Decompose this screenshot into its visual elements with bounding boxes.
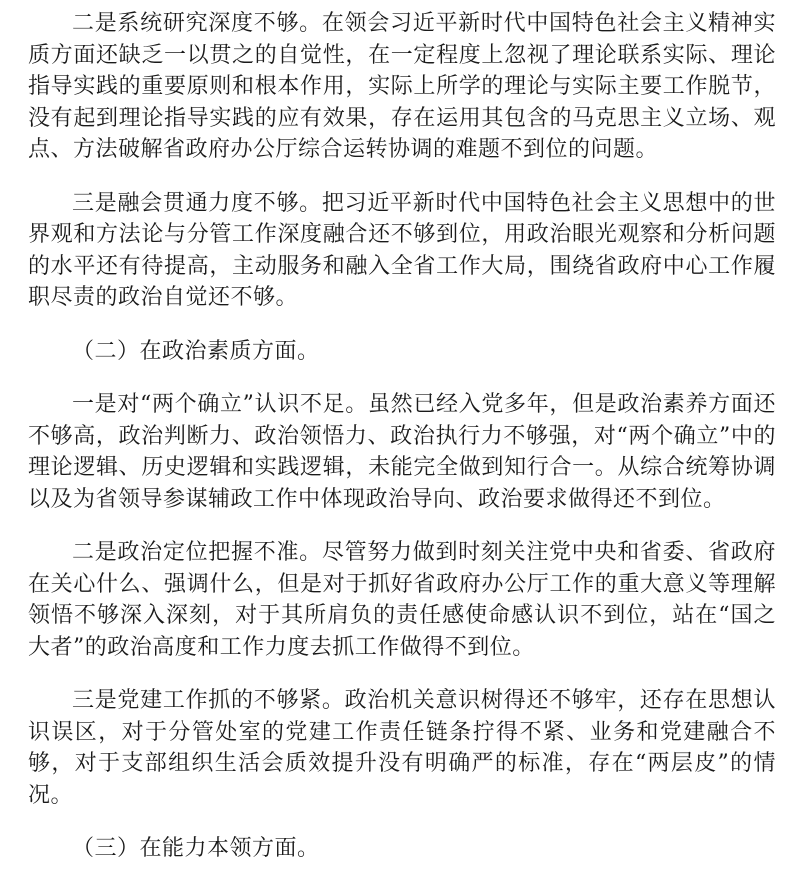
paragraph-integration: 三是融会贯通力度不够。把习近平新时代中国特色社会主义思想中的世界观和方法论与分管工作深度融合还不够到位，用政治眼光观察和分析问题的水平还有待提高，主动服务和融入全省工作大局，围绕省政府中心工作履职尽责的政治自觉还不够。	[28, 190, 776, 310]
section-heading-political-quality: （二）在政治素质方面。	[72, 338, 320, 364]
section-heading-ability: （三）在能力本领方面。	[72, 836, 320, 861]
paragraph-two-establishments: 一是对“两个确立”认识不足。虽然已经入党多年，但是政治素养方面还不够高，政治判断力、政治领悟力、政治执行力不够强，对“两个确立”中的理论逻辑、历史逻辑和实践逻辑，未能完全做到知行合一。从综合统筹协调以及为省领导参谋辅政工作中体现政治导向、政治要求做得还不到位。	[28, 392, 776, 512]
paragraph-party-building: 三是党建工作抓的不够紧。政治机关意识树得还不够牢，还存在思想认识误区，对于分管处室的党建工作责任链条拧得不紧、业务和党建融合不够，对于支部组织生活会质效提升没有明确严的标准，存在“两层皮”的情况。	[28, 688, 776, 808]
paragraph-political-positioning: 二是政治定位把握不准。尽管努力做到时刻关注党中央和省委、省政府在关心什么、强调什么，但是对于抓好省政府办公厅工作的重大意义等理解领悟不够深入深刻，对于其所肩负的责任感使命感认识不到位，站在“国之大者”的政治高度和工作力度去抓工作做得不到位。	[28, 540, 776, 660]
paragraph-system-research: 二是系统研究深度不够。在领会习近平新时代中国特色社会主义精神实质方面还缺乏一以贯之的自觉性，在一定程度上忽视了理论联系实际、理论指导实践的重要原则和根本作用，实际上所学的理论与实际主要工作脱节，没有起到理论指导实践的应有效果，存在运用其包含的马克思主义立场、观点、方法破解省政府办公厅综合运转协调的难题不到位的问题。	[28, 11, 776, 162]
document-body	[28, 8, 776, 887]
